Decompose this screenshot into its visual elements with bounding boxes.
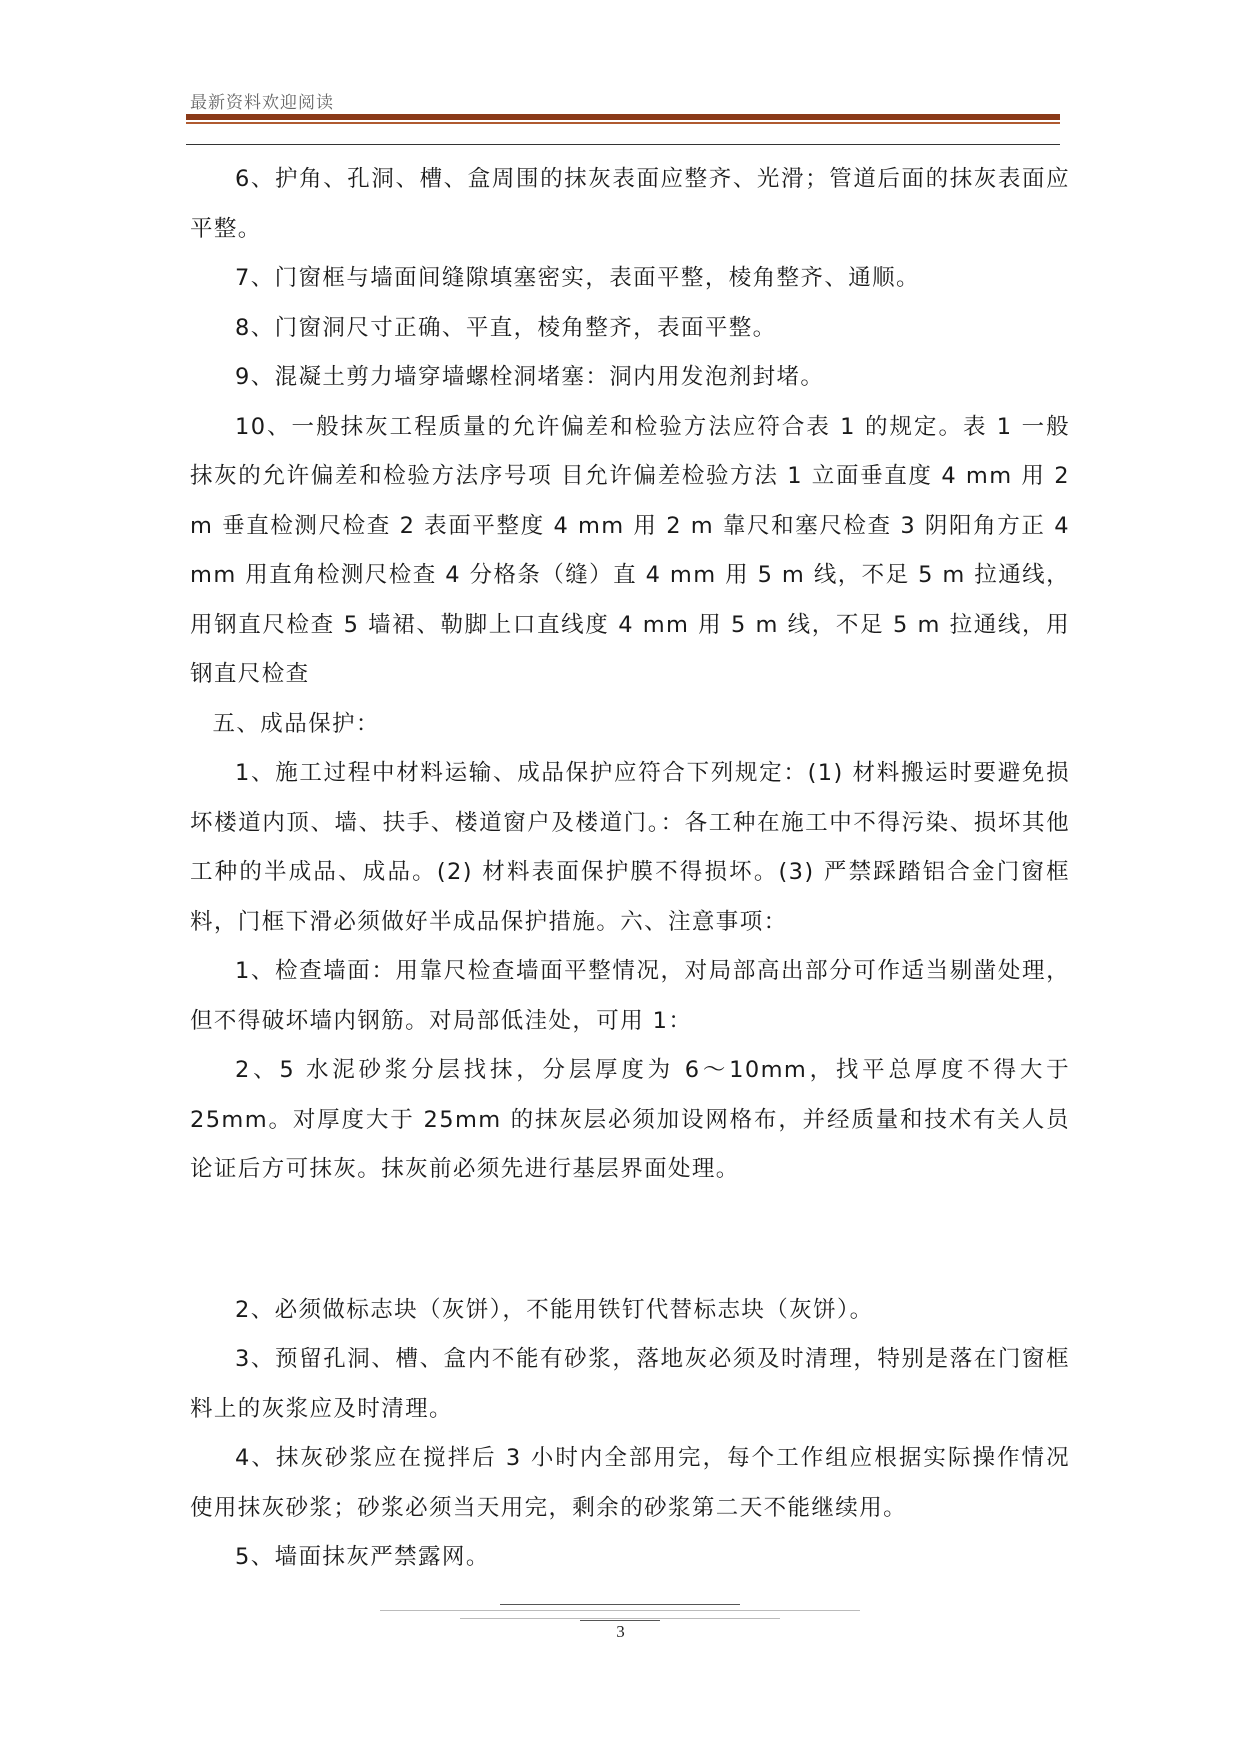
header-rule-thin [186, 144, 1060, 145]
paragraph-mortar-layers: 2、5 水泥砂浆分层找抹，分层厚度为 6～10mm，找平总厚度不得大于 25mm。对厚度大于 25mm 的抹灰层必须加设网格布，并经质量和技术有关人员论证后方可抹灰。抹灰前必须先进行基层界面处理。 [190, 1057, 1070, 1182]
header-rule-thick [186, 114, 1060, 120]
paragraph-item-6: 6、护角、孔洞、槽、盒周围的抹灰表面应整齐、光滑；管道后面的抹灰表面应平整。 [190, 166, 1070, 242]
paragraph-check-wall: 1、检查墙面：用靠尺检查墙面平整情况，对局部高出部分可作适当剔凿处理，但不得破坏墙内钢筋。对局部低洼处，可用 1： [190, 958, 1070, 1034]
section-heading-finished-product-protection: 五、成品保护： [212, 710, 380, 737]
footer-rule [580, 1620, 660, 1621]
paragraph-no-exposed-mesh: 5、墙面抹灰严禁露网。 [235, 1544, 490, 1570]
paragraph-item-9: 9、混凝土剪力墙穿墙螺栓洞堵塞：洞内用发泡剂封堵。 [235, 364, 825, 390]
footer-rule [380, 1610, 860, 1611]
header-rule-accent [186, 122, 1060, 124]
paragraph-protection-rules: 1、施工过程中材料运输、成品保护应符合下列规定：(1) 材料搬运时要避免损坏楼道内顶、墙、扶手、楼道窗户及楼道门。：各工种在施工中不得污染、损坏其他工种的半成品、成品。(2) 材料表面保护膜不得损坏。(3) 严禁踩踏铝合金门窗框料，门框下滑必须做好半成品保护措施。六、注意事项： [190, 760, 1070, 935]
paragraph-item-7: 7、门窗框与墙面间缝隙填塞密实，表面平整，棱角整齐、通顺。 [235, 265, 920, 291]
page-number: 3 [616, 1622, 625, 1641]
paragraph-reserved-holes: 3、预留孔洞、槽、盒内不能有砂浆，落地灰必须及时清理，特别是落在门窗框料上的灰浆应及时清理。 [190, 1346, 1070, 1422]
footer-rule [500, 1604, 740, 1605]
document-body [190, 155, 1070, 1583]
header-text: 最新资料欢迎阅读 [190, 93, 334, 113]
paragraph-item-10-tolerance-table: 10、一般抹灰工程质量的允许偏差和检验方法应符合表 1 的规定。表 1 一般抹灰的允许偏差和检验方法序号项 目允许偏差检验方法 1 立面垂直度 4 mm 用 2 m 垂直检测尺检查 2 表面平整度 4 mm 用 2 m 靠尺和塞尺检查 3 阴阳角方正 4 mm 用直角检测尺检查 4 分格条（缝）直 4 mm 用 5 m 线，不足 5 m 拉通线，用钢直尺检查 5 墙裙、勒脚上口直线度 4 mm 用 5 m 线，不足 5 m 拉通线，用钢直尺检查 [190, 413, 1070, 687]
paragraph-marker-blocks: 2、必须做标志块（灰饼），不能用铁钉代替标志块（灰饼）。 [235, 1296, 874, 1323]
paragraph-item-8: 8、门窗洞尺寸正确、平直，棱角整齐，表面平整。 [235, 314, 777, 341]
blank-gap [190, 1195, 1070, 1286]
paragraph-mortar-usage: 4、抹灰砂浆应在搅拌后 3 小时内全部用完，每个工作组应根据实际操作情况使用抹灰砂浆；砂浆必须当天用完，剩余的砂浆第二天不能继续用。 [190, 1445, 1070, 1521]
footer-rule [460, 1618, 780, 1619]
